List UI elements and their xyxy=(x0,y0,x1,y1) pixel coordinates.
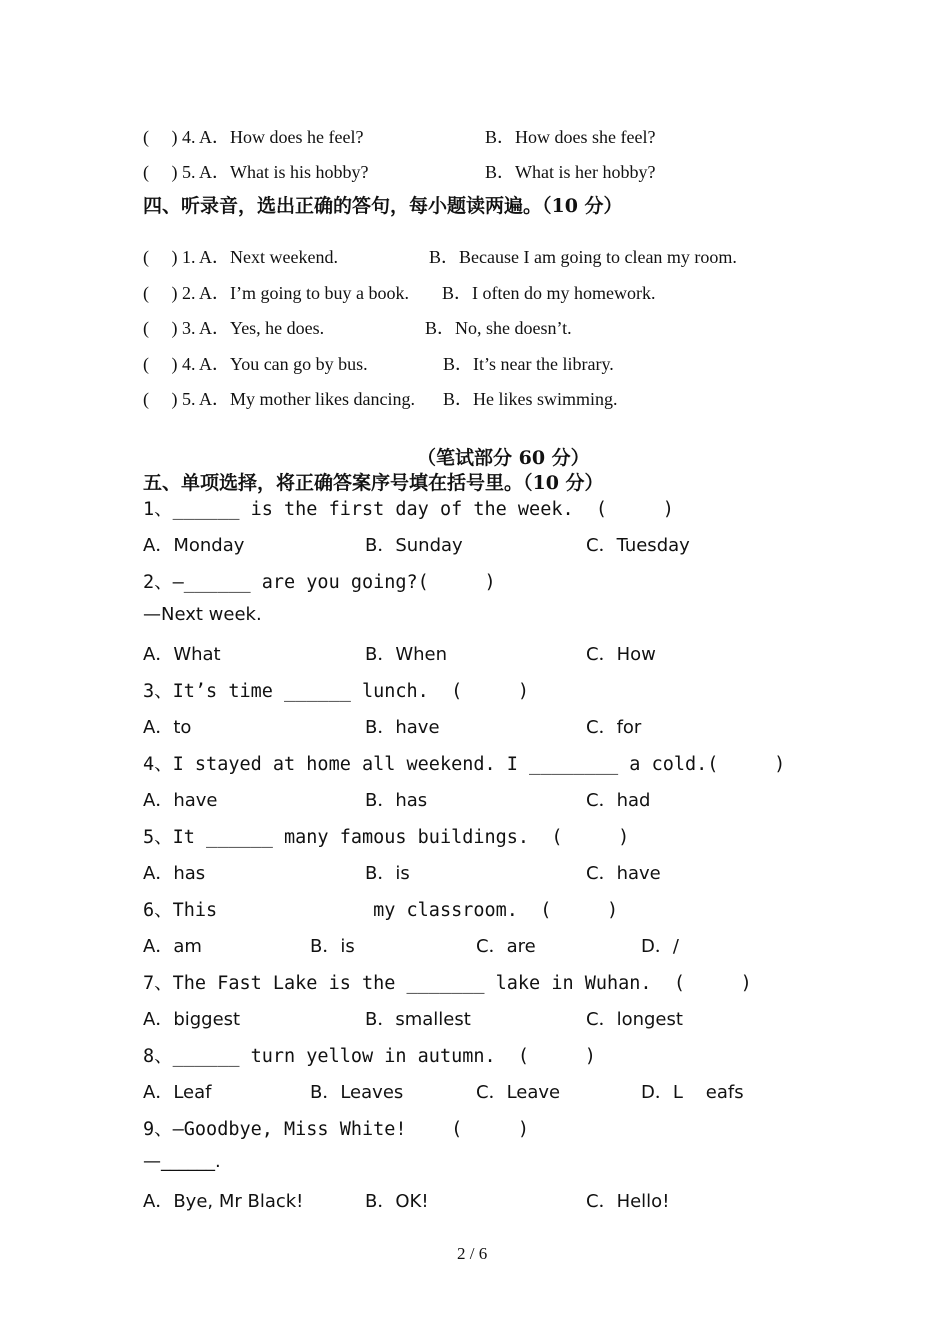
q2-stem: 2、—______ are you going?( ) xyxy=(143,572,496,593)
q6-option-c: C．are xyxy=(476,936,536,957)
s4-q4-option-b: B．It’s near the library. xyxy=(443,354,614,374)
s4-q2-option-a: ( ) 2. A．I’m going to buy a book. xyxy=(143,283,409,303)
q2-option-a: A．What xyxy=(143,644,221,665)
s4-q1-option-b: B．Because I am going to clean my room. xyxy=(429,247,737,267)
s4-q2-option-b: B．I often do my homework. xyxy=(442,283,656,303)
q7-stem: 7、The Fast Lake is the _______ lake in Wuhan. ( ) xyxy=(143,973,752,994)
s4-q5-option-a: ( ) 5. A．My mother likes dancing. xyxy=(143,389,415,409)
q5-option-b: B．is xyxy=(365,863,410,884)
q8-option-b: B．Leaves xyxy=(310,1082,404,1103)
q2-option-c: C．How xyxy=(586,644,656,665)
q1-stem: 1、______ is the first day of the week. ( ) xyxy=(143,499,674,520)
q6-option-b: B．is xyxy=(310,936,355,957)
q3-option-b: B．have xyxy=(365,717,440,738)
s4-q3-option-a: ( ) 3. A．Yes, he does. xyxy=(143,318,325,338)
listening-q4-option-a: ( ) 4. A．How does he feel? xyxy=(143,127,364,147)
listening-q5-option-a: ( ) 5. A．What is his hobby? xyxy=(143,162,369,182)
s4-q1-option-a: ( ) 1. A．Next weekend. xyxy=(143,247,338,267)
q8-stem: 8、______ turn yellow in autumn. ( ) xyxy=(143,1046,596,1067)
q5-option-a: A．has xyxy=(143,863,206,884)
written-part-heading: （笔试部分 60 分） xyxy=(417,447,590,469)
q7-option-a: A．biggest xyxy=(143,1009,241,1030)
q3-option-a: A．to xyxy=(143,717,192,738)
q8-option-a: A．Leaf xyxy=(143,1082,212,1103)
page-number: 2 / 6 xyxy=(457,1244,488,1263)
q9-option-a: A．Bye, Mr Black! xyxy=(143,1191,304,1212)
q4-option-c: C．had xyxy=(586,790,651,811)
q4-option-a: A．have xyxy=(143,790,218,811)
q9-reply: —______. xyxy=(143,1151,221,1172)
q6-option-a: A．am xyxy=(143,936,202,957)
q7-option-b: B．smallest xyxy=(365,1009,471,1030)
s4-q4-option-a: ( ) 4. A．You can go by bus. xyxy=(143,354,368,374)
q9-option-c: C．Hello! xyxy=(586,1191,670,1212)
q1-option-b: B．Sunday xyxy=(365,535,463,556)
q9-stem: 9、—Goodbye, Miss White! ( ) xyxy=(143,1119,530,1140)
q9-option-b: B．OK! xyxy=(365,1191,429,1212)
q1-option-a: A．Monday xyxy=(143,535,245,556)
q8-option-d: D．L eafs xyxy=(641,1082,744,1103)
q4-stem: 4、I stayed at home all weekend. I ________ a cold.( ) xyxy=(143,754,786,775)
q4-option-b: B．has xyxy=(365,790,428,811)
section4-title: 四、听录音，选出正确的答句，每小题读两遍。（10 分） xyxy=(143,195,623,217)
q1-option-c: C．Tuesday xyxy=(586,535,690,556)
s4-q3-option-b: B．No, she doesn’t. xyxy=(425,318,572,338)
q6-option-d: D．/ xyxy=(641,936,679,957)
q7-option-c: C．longest xyxy=(586,1009,683,1030)
s4-q5-option-b: B．He likes swimming. xyxy=(443,389,618,409)
q5-option-c: C．have xyxy=(586,863,661,884)
q2-option-b: B．When xyxy=(365,644,448,665)
q6-stem: 6、This my classroom. ( ) xyxy=(143,900,619,921)
section5-title: 五、单项选择，将正确答案序号填在括号里。（10 分） xyxy=(143,472,604,494)
q3-option-c: C．for xyxy=(586,717,642,738)
q3-stem: 3、It’s time ______ lunch. ( ) xyxy=(143,681,530,702)
q5-stem: 5、It ______ many famous buildings. ( ) xyxy=(143,827,630,848)
listening-q4-option-b: B．How does she feel? xyxy=(485,127,656,147)
q8-option-c: C．Leave xyxy=(476,1082,561,1103)
q2-reply: —Next week. xyxy=(143,604,262,625)
listening-q5-option-b: B．What is her hobby? xyxy=(485,162,656,182)
